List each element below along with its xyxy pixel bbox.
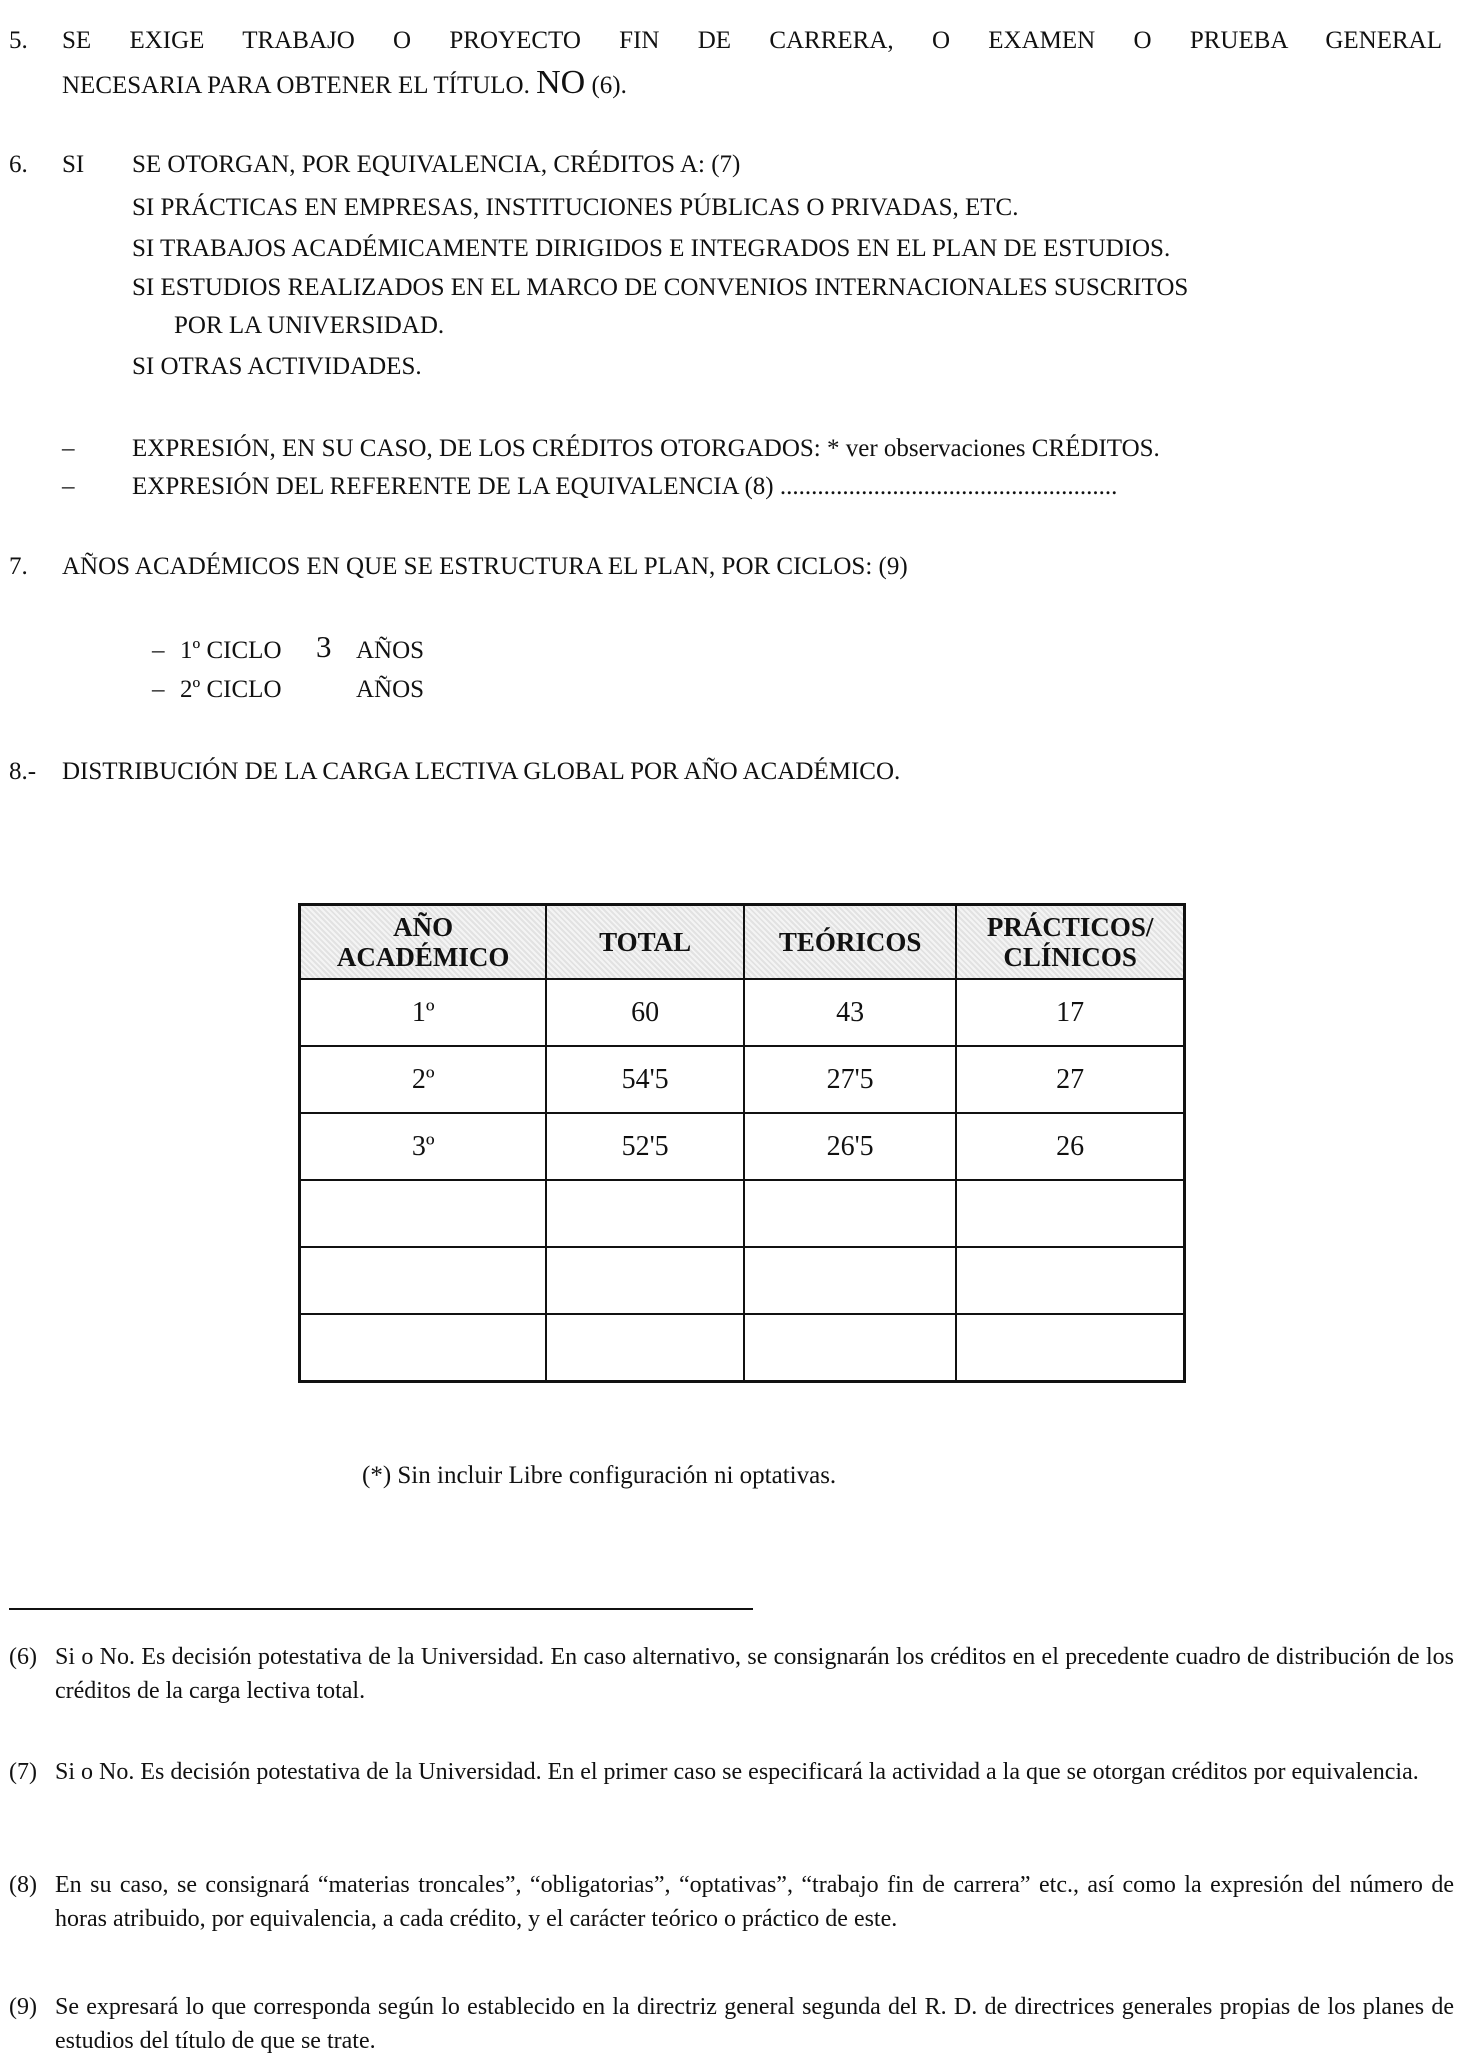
carga-lectiva-table [298, 903, 1186, 1383]
option-text: PRÁCTICAS EN EMPRESAS, INSTITUCIONES PÚBLICAS O PRIVADAS, ETC. [160, 194, 1019, 221]
header-line: ACADÉMICO [336, 942, 510, 972]
table-cell: 54'5 [546, 1046, 744, 1113]
item8-number: 8.- [9, 758, 37, 785]
cycle-2-dash: – [152, 676, 165, 703]
item6-heading: SE OTORGAN, POR EQUIVALENCIA, CRÉDITOS A: (7) [132, 151, 741, 178]
cycle-1-unit: AÑOS [356, 637, 425, 664]
table-cell [546, 1314, 744, 1382]
table-header-row [300, 905, 1185, 980]
item6-option-2 [132, 232, 1170, 265]
header-line: PRÁCTICOS/ [986, 912, 1154, 942]
item6-bullet-1-dash: – [62, 435, 75, 462]
cycle-1-label: 1º CICLO [180, 637, 282, 664]
table-cell [744, 1180, 956, 1247]
table-row [300, 1314, 1185, 1382]
table-cell [300, 1180, 547, 1247]
table-cell: 26'5 [744, 1113, 956, 1180]
table-cell [744, 1247, 956, 1314]
cycle-1-dash: – [152, 637, 165, 664]
table-cell: 27 [956, 1046, 1184, 1113]
table-cell [956, 1314, 1184, 1382]
option-text: TRABAJOS ACADÉMICAMENTE DIRIGIDOS E INTEGRADOS EN EL PLAN DE ESTUDIOS. [160, 235, 1171, 262]
table-row [300, 1113, 1185, 1180]
table-cell [546, 1180, 744, 1247]
table-cell [300, 1247, 547, 1314]
option-mark: SI [132, 353, 155, 380]
table-note: (*) Sin incluir Libre configuración ni optativas. [362, 1462, 837, 1489]
footnote-label: (6) [9, 1644, 37, 1670]
item5-line2 [62, 66, 627, 102]
item6-bullet-2-dash: – [62, 473, 75, 500]
item5-ref: (6). [591, 72, 627, 99]
footnote-8 [9, 1868, 1454, 1978]
footnote-label: (7) [9, 1759, 37, 1785]
item6-option-3 [132, 271, 1188, 304]
table-cell: 26 [956, 1113, 1184, 1180]
table-cell [744, 1314, 956, 1382]
table-cell [956, 1180, 1184, 1247]
header-ano-academico [300, 905, 547, 980]
table-cell [956, 1247, 1184, 1314]
table-cell [300, 1314, 547, 1382]
table-cell: 17 [956, 979, 1184, 1046]
footnote-6 [9, 1640, 1454, 1712]
table-row [300, 979, 1185, 1046]
footnote-label: (9) [9, 1994, 37, 2020]
item6-bullet-2: EXPRESIÓN DEL REFERENTE DE LA EQUIVALENCIA (8) ...................................................... [132, 473, 1118, 500]
header-line: CLÍNICOS [1003, 942, 1137, 972]
table-cell [546, 1247, 744, 1314]
cycle-1-value: 3 [316, 629, 332, 664]
footnote-9 [9, 1990, 1454, 2062]
table-cell: 1º [300, 979, 547, 1046]
item5-answer: NO [536, 64, 586, 101]
option-text: ESTUDIOS REALIZADOS EN EL MARCO DE CONVENIOS INTERNACIONALES SUSCRITOS [160, 274, 1189, 301]
footnote-7 [9, 1755, 1454, 1827]
header-teoricos [744, 905, 956, 980]
footnote-text: Si o No. Es decisión potestativa de la Universidad. En caso alternativo, se consignarán los créditos en el precedente cuadro de distribución de los créditos de la carga lectiva total. [55, 1644, 1454, 1704]
footnote-separator [9, 1608, 753, 1610]
item5-line1: SE EXIGE TRABAJO O PROYECTO FIN DE CARRERA, O EXAMEN O PRUEBA GENERAL [62, 27, 1442, 54]
item6-bullet-1: EXPRESIÓN, EN SU CASO, DE LOS CRÉDITOS OTORGADOS: * ver observaciones CRÉDITOS. [132, 435, 1160, 462]
footnote-text: Si o No. Es decisión potestativa de la Universidad. En el primer caso se especificará la actividad a la que se otorgan créditos por equivalencia. [55, 1759, 1419, 1785]
item7-number: 7. [9, 553, 28, 580]
option-mark: SI [132, 194, 155, 221]
header-line: TOTAL [599, 927, 692, 957]
item6-option-3-cont: POR LA UNIVERSIDAD. [174, 312, 445, 339]
footnote-label: (8) [9, 1872, 37, 1898]
table-cell: 52'5 [546, 1113, 744, 1180]
item6-answer: SI [62, 151, 85, 178]
cycle-2-label: 2º CICLO [180, 676, 282, 703]
cycle-2-unit: AÑOS [356, 676, 425, 703]
item7-heading: AÑOS ACADÉMICOS EN QUE SE ESTRUCTURA EL PLAN, POR CICLOS: (9) [62, 553, 908, 580]
table-cell: 2º [300, 1046, 547, 1113]
option-mark: SI [132, 274, 155, 301]
header-total [546, 905, 744, 980]
footnote-text: Se expresará lo que corresponda según lo establecido en la directriz general segunda del R. D. de directrices generales propias de los planes de estudios del título de que se trate. [55, 1994, 1454, 2054]
table-row [300, 1180, 1185, 1247]
item5-line2-prefix: NECESARIA PARA OBTENER EL TÍTULO. [62, 72, 530, 99]
table-row [300, 1247, 1185, 1314]
option-mark: SI [132, 235, 155, 262]
option-text: OTRAS ACTIVIDADES. [160, 353, 422, 380]
item8-heading: DISTRIBUCIÓN DE LA CARGA LECTIVA GLOBAL POR AÑO ACADÉMICO. [62, 758, 901, 785]
header-line: AÑO [393, 912, 454, 942]
item6-option-1 [132, 191, 1018, 224]
footnote-text: En su caso, se consignará “materias troncales”, “obligatorias”, “optativas”, “trabajo fin de carrera” etc., así como la expresión del número de horas atribuido, por equivalencia, a cada crédito, y el carácter teórico o práctico de este. [55, 1872, 1454, 1932]
table-cell: 43 [744, 979, 956, 1046]
header-line: TEÓRICOS [778, 927, 922, 957]
item5-number: 5. [9, 27, 28, 54]
header-practicos-clinicos [956, 905, 1184, 980]
item6-option-4 [132, 350, 422, 383]
item6-number: 6. [9, 151, 28, 178]
table-cell: 27'5 [744, 1046, 956, 1113]
table-cell: 3º [300, 1113, 547, 1180]
table-cell: 60 [546, 979, 744, 1046]
table-row [300, 1046, 1185, 1113]
